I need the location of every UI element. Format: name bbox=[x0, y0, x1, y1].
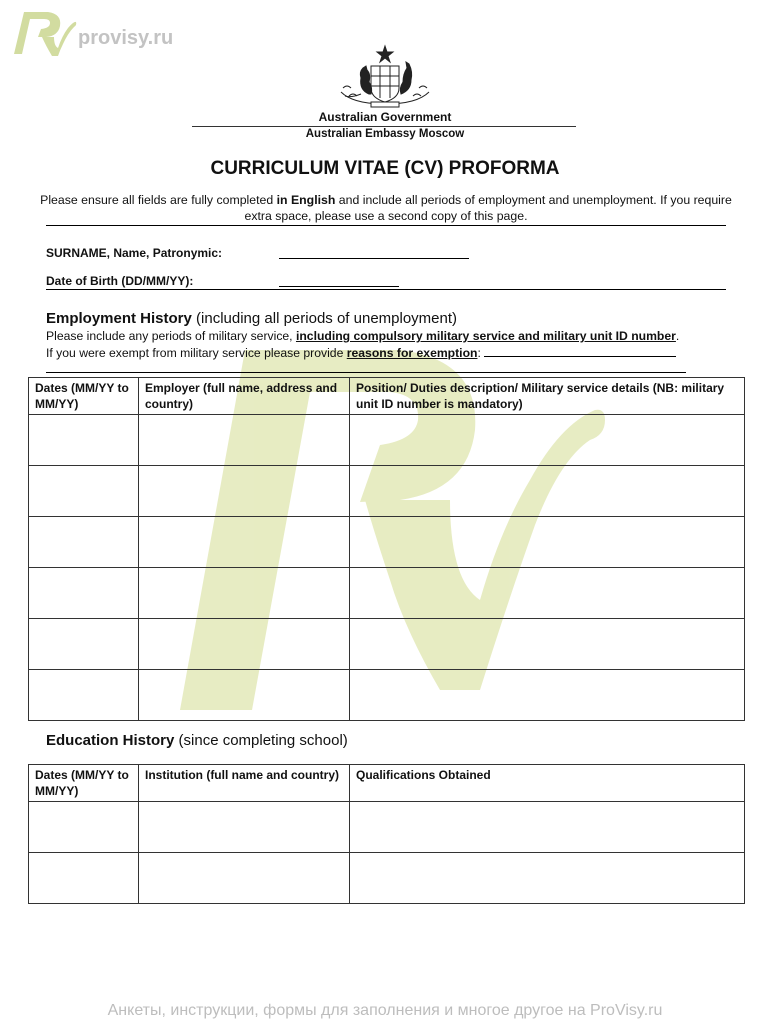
military-note-part: . bbox=[675, 329, 680, 343]
exemption-note-emphasis: reasons for exemption bbox=[346, 346, 478, 360]
exemption-note bbox=[46, 345, 676, 361]
military-note-emphasis: including compulsory military service and military unit ID number bbox=[295, 329, 676, 343]
page-title: CURRICULUM VITAE (CV) PROFORMA bbox=[210, 158, 560, 179]
pv-logo-icon bbox=[8, 8, 78, 58]
coat-of-arms-icon bbox=[333, 44, 437, 108]
watermark-footer: Анкеты, инструкции, формы для заполнения и многое другое на ProVisy.ru bbox=[107, 1002, 663, 1019]
column-header-position: Position/ Duties description/ Military service details (NB: military unit ID number is mandatory) bbox=[350, 378, 745, 415]
dates-cell[interactable] bbox=[29, 568, 139, 619]
exemption-reason-field[interactable] bbox=[484, 346, 676, 357]
table-row bbox=[29, 415, 745, 466]
column-header-institution: Institution (full name and country) bbox=[139, 765, 350, 802]
dates-cell[interactable] bbox=[29, 517, 139, 568]
dob-label: Date of Birth (DD/MM/YY): bbox=[46, 274, 194, 288]
intro-text bbox=[40, 192, 732, 224]
employment-heading-rest: (including all periods of unemployment) bbox=[191, 310, 458, 327]
table-row bbox=[29, 466, 745, 517]
name-cell[interactable] bbox=[139, 802, 350, 853]
intro-text-part: Please ensure all fields are fully completed bbox=[40, 193, 277, 207]
table-row bbox=[29, 853, 745, 904]
dates-cell[interactable] bbox=[29, 415, 139, 466]
name-cell[interactable] bbox=[139, 670, 350, 721]
watermark-logo bbox=[8, 8, 78, 63]
section-divider bbox=[46, 225, 726, 226]
table-row bbox=[29, 670, 745, 721]
details-cell[interactable] bbox=[350, 517, 745, 568]
details-cell[interactable] bbox=[350, 802, 745, 853]
table-row bbox=[29, 802, 745, 853]
exemption-note-part: If you were exempt from military service please provide bbox=[46, 346, 347, 360]
details-cell[interactable] bbox=[350, 670, 745, 721]
details-cell[interactable] bbox=[350, 415, 745, 466]
name-cell[interactable] bbox=[139, 853, 350, 904]
name-cell[interactable] bbox=[139, 517, 350, 568]
military-note-part: Please include any periods of military service, bbox=[46, 329, 296, 343]
education-heading-bold: Education History bbox=[46, 732, 175, 749]
table-header-row bbox=[29, 765, 745, 802]
dates-cell[interactable] bbox=[29, 853, 139, 904]
table-row bbox=[29, 517, 745, 568]
header-divider bbox=[192, 126, 576, 127]
employment-heading bbox=[46, 310, 457, 327]
details-cell[interactable] bbox=[350, 568, 745, 619]
military-note bbox=[46, 328, 679, 344]
table-header-row bbox=[29, 378, 745, 415]
intro-text-emphasis: in English bbox=[276, 193, 336, 207]
dates-cell[interactable] bbox=[29, 619, 139, 670]
employment-heading-bold: Employment History bbox=[46, 310, 192, 327]
name-cell[interactable] bbox=[139, 619, 350, 670]
name-cell[interactable] bbox=[139, 568, 350, 619]
embassy-title: Australian Embassy Moscow bbox=[305, 128, 465, 140]
name-label: SURNAME, Name, Patronymic: bbox=[46, 246, 223, 260]
exemption-reason-field-line2[interactable] bbox=[46, 372, 686, 373]
exemption-note-part: : bbox=[477, 346, 485, 360]
dob-field[interactable] bbox=[279, 286, 399, 287]
dates-cell[interactable] bbox=[29, 466, 139, 517]
name-cell[interactable] bbox=[139, 466, 350, 517]
column-header-employer: Employer (full name, address and country) bbox=[139, 378, 350, 415]
column-header-qualifications: Qualifications Obtained bbox=[350, 765, 745, 802]
education-heading bbox=[46, 732, 348, 749]
section-divider bbox=[46, 289, 726, 290]
table-row bbox=[29, 568, 745, 619]
details-cell[interactable] bbox=[350, 619, 745, 670]
name-field[interactable] bbox=[279, 258, 469, 259]
name-cell[interactable] bbox=[139, 415, 350, 466]
table-row bbox=[29, 619, 745, 670]
column-header-dates: Dates (MM/YY to MM/YY) bbox=[29, 765, 139, 802]
education-table bbox=[28, 764, 745, 904]
dates-cell[interactable] bbox=[29, 802, 139, 853]
column-header-dates: Dates (MM/YY to MM/YY) bbox=[29, 378, 139, 415]
dates-cell[interactable] bbox=[29, 670, 139, 721]
details-cell[interactable] bbox=[350, 466, 745, 517]
employment-table bbox=[28, 377, 745, 721]
details-cell[interactable] bbox=[350, 853, 745, 904]
watermark-logo-text: provisy.ru bbox=[78, 27, 174, 49]
intro-text-part: and include all periods of employment and unemployment. If you require extra space, please use a second copy of this page. bbox=[244, 193, 732, 223]
education-heading-rest: (since completing school) bbox=[174, 732, 348, 749]
gov-title: Australian Government bbox=[318, 110, 452, 124]
